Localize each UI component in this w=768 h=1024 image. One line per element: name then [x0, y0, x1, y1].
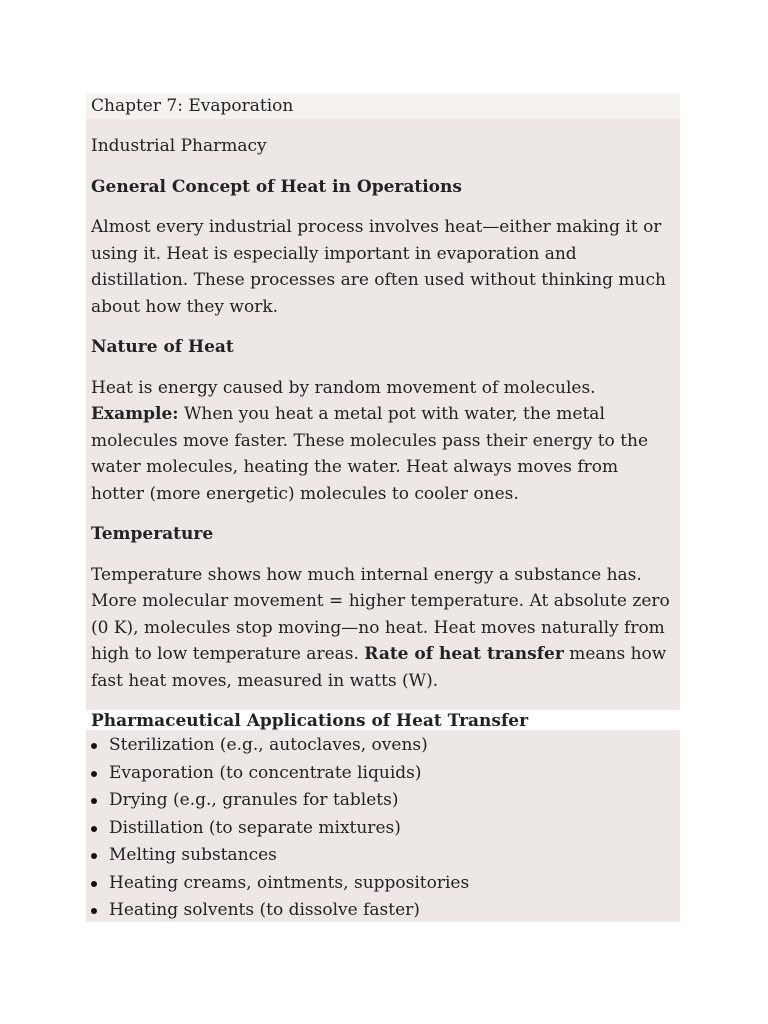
document	[86, 93, 680, 922]
bullet-icon	[91, 771, 97, 777]
applications-list-block	[86, 730, 680, 922]
subject-line: Industrial Pharmacy	[91, 136, 267, 156]
section-body-general: Almost every industrial process involves heat—either making it or using it. Heat is especially important in evaporation and distillation. These processes are often used without thinking much about how they work.	[91, 217, 666, 317]
bullet-icon	[91, 743, 97, 749]
list-item	[91, 815, 675, 843]
bullet-icon	[91, 908, 97, 914]
main-content-block	[86, 119, 680, 731]
list-item	[91, 897, 675, 925]
example-label: Example:	[91, 404, 179, 424]
section-heading-nature: Nature of Heat	[91, 337, 234, 357]
section-heading-temperature: Temperature	[91, 524, 214, 544]
list-item-text: Sterilization (e.g., autoclaves, ovens)	[109, 735, 428, 755]
section-body-nature	[91, 375, 675, 508]
section-body-temperature	[91, 562, 675, 695]
temperature-text-start: Temperature shows how much internal energy a substance has. More molecular movement = higher temperature. At absolute zero (0 K), molecules stop moving—no heat. Heat moves naturally from high to low temperature areas.	[91, 564, 670, 664]
bullet-icon	[91, 798, 97, 804]
bullet-icon	[91, 826, 97, 832]
nature-text-start: Heat is energy caused by random movement of molecules.	[91, 377, 596, 398]
list-item-text: Melting substances	[109, 845, 277, 865]
list-item-text: Evaporation (to concentrate liquids)	[109, 762, 422, 783]
chapter-title: Chapter 7: Evaporation	[86, 93, 680, 119]
section-heading-applications: Pharmaceutical Applications of Heat Transfer	[91, 711, 529, 731]
list-item-text: Drying (e.g., granules for tablets)	[109, 790, 399, 810]
bullet-icon	[91, 881, 97, 887]
list-item-text: Heating solvents (to dissolve faster)	[109, 900, 420, 920]
nature-text-end: When you heat a metal pot with water, the metal molecules move faster. These molecules pass their energy to the water molecules, heating the water. Heat always moves from hotter (more energetic) molecules to cooler ones.	[91, 404, 649, 504]
list-item	[91, 842, 675, 870]
list-item	[91, 732, 675, 760]
rate-of-heat-transfer-emphasis: Rate of heat transfer	[364, 644, 564, 664]
bullet-icon	[91, 853, 97, 859]
list-item	[91, 870, 675, 898]
list-item-text: Heating creams, ointments, suppositories	[109, 872, 470, 893]
list-item	[91, 787, 675, 815]
list-item-text: Distillation (to separate mixtures)	[109, 817, 401, 838]
list-item	[91, 760, 675, 788]
temperature-text-end: means how fast heat moves, measured in watts (W).	[91, 644, 667, 691]
applications-list	[91, 732, 675, 925]
section-heading-general: General Concept of Heat in Operations	[91, 176, 462, 197]
